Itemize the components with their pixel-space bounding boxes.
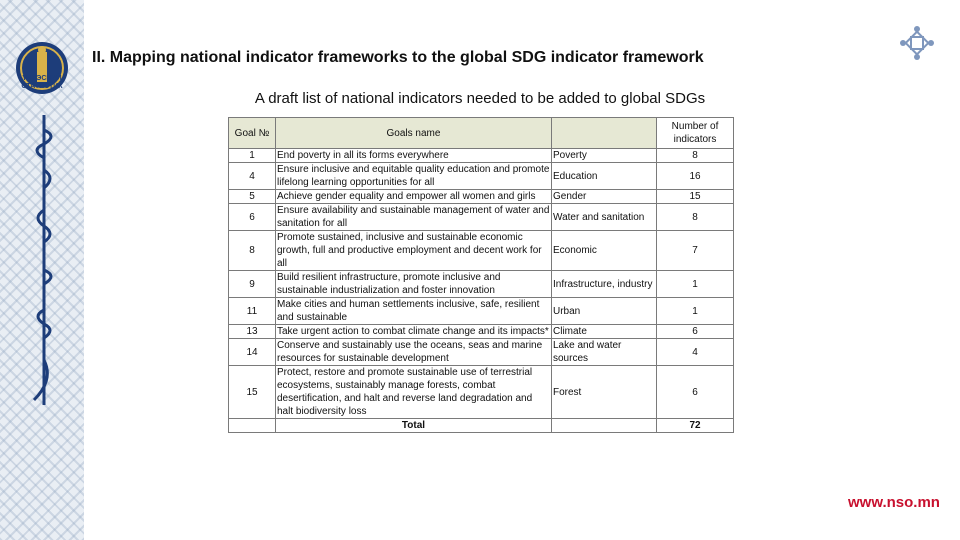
logo-text-line1: ҮНДЭСНИЙ (22, 75, 62, 82)
table-row (229, 190, 734, 204)
goal-description: Make cities and human settlements inclusive, safe, resilient and sustainable (276, 298, 552, 325)
goal-description: Ensure inclusive and equitable quality education and promote lifelong learning opportunities for all (276, 163, 552, 190)
goal-short-name: Gender (552, 190, 657, 204)
goal-description: Conserve and sustainably use the oceans, seas and marine resources for sustainable development (276, 339, 552, 366)
table-total-row (229, 419, 734, 433)
goal-short-name: Forest (552, 366, 657, 419)
indicator-count: 8 (657, 204, 734, 231)
indicator-count: 6 (657, 366, 734, 419)
indicator-count: 1 (657, 271, 734, 298)
footer-website-link[interactable]: www.nso.mn (848, 494, 940, 511)
total-value: 72 (657, 419, 734, 433)
header-count-label: Number of indicators (671, 121, 719, 145)
indicator-count: 4 (657, 339, 734, 366)
goal-short-name: Lake and water sources (552, 339, 657, 366)
total-spacer-2 (552, 419, 657, 433)
table-row (229, 325, 734, 339)
goal-short-name: Poverty (552, 149, 657, 163)
knot-ornament-icon (900, 26, 934, 60)
goal-short-name: Urban (552, 298, 657, 325)
goal-short-name: Education (552, 163, 657, 190)
table-row (229, 149, 734, 163)
goal-number: 1 (229, 149, 276, 163)
goal-number: 14 (229, 339, 276, 366)
goal-number: 9 (229, 271, 276, 298)
goal-short-name: Economic (552, 231, 657, 271)
nso-logo (8, 38, 76, 106)
header-goal-no: Goal № (229, 118, 276, 149)
goal-number: 4 (229, 163, 276, 190)
table-row (229, 231, 734, 271)
table-row (229, 163, 734, 190)
slide-title: II. Mapping national indicator frameworks to the global SDG indicator framework (92, 49, 704, 66)
total-label: Total (276, 419, 552, 433)
table-row (229, 298, 734, 325)
emblem-icon (8, 38, 76, 106)
table-header-row (229, 118, 734, 149)
indicators-table (228, 117, 734, 433)
goal-number: 15 (229, 366, 276, 419)
table-row (229, 339, 734, 366)
mongolian-script-decoration (24, 110, 64, 410)
header-short-name (552, 118, 657, 149)
goal-description: End poverty in all its forms everywhere (276, 149, 552, 163)
goal-number: 8 (229, 231, 276, 271)
goal-description: Promote sustained, inclusive and sustainable economic growth, full and productive employment and decent work for all (276, 231, 552, 271)
indicator-count: 7 (657, 231, 734, 271)
indicator-count: 8 (657, 149, 734, 163)
goal-description: Ensure availability and sustainable management of water and sanitation for all (276, 204, 552, 231)
logo-text-line2: СТАТИСТИК (21, 83, 63, 90)
slide-subtitle: A draft list of national indicators needed to be added to global SDGs (254, 90, 706, 107)
goal-description: Take urgent action to combat climate change and its impacts* (276, 325, 552, 339)
table-row (229, 366, 734, 419)
header-number-of-indicators (657, 118, 734, 149)
goal-number: 13 (229, 325, 276, 339)
indicator-count: 6 (657, 325, 734, 339)
goal-number: 5 (229, 190, 276, 204)
goal-description: Build resilient infrastructure, promote inclusive and sustainable industrialization and foster innovation (276, 271, 552, 298)
indicator-count: 16 (657, 163, 734, 190)
goal-short-name: Climate (552, 325, 657, 339)
logo-text (0, 75, 84, 91)
goal-short-name: Infrastructure, industry (552, 271, 657, 298)
header-goals-name: Goals name (276, 118, 552, 149)
goal-number: 11 (229, 298, 276, 325)
table-row (229, 271, 734, 298)
goal-short-name: Water and sanitation (552, 204, 657, 231)
total-spacer (229, 419, 276, 433)
table-row (229, 204, 734, 231)
indicator-count: 1 (657, 298, 734, 325)
goal-description: Protect, restore and promote sustainable use of terrestrial ecosystems, sustainably manage forests, combat desertification, and halt and reverse land degradation and halt biodiversity loss (276, 366, 552, 419)
indicator-count: 15 (657, 190, 734, 204)
goal-number: 6 (229, 204, 276, 231)
goal-description: Achieve gender equality and empower all women and girls (276, 190, 552, 204)
